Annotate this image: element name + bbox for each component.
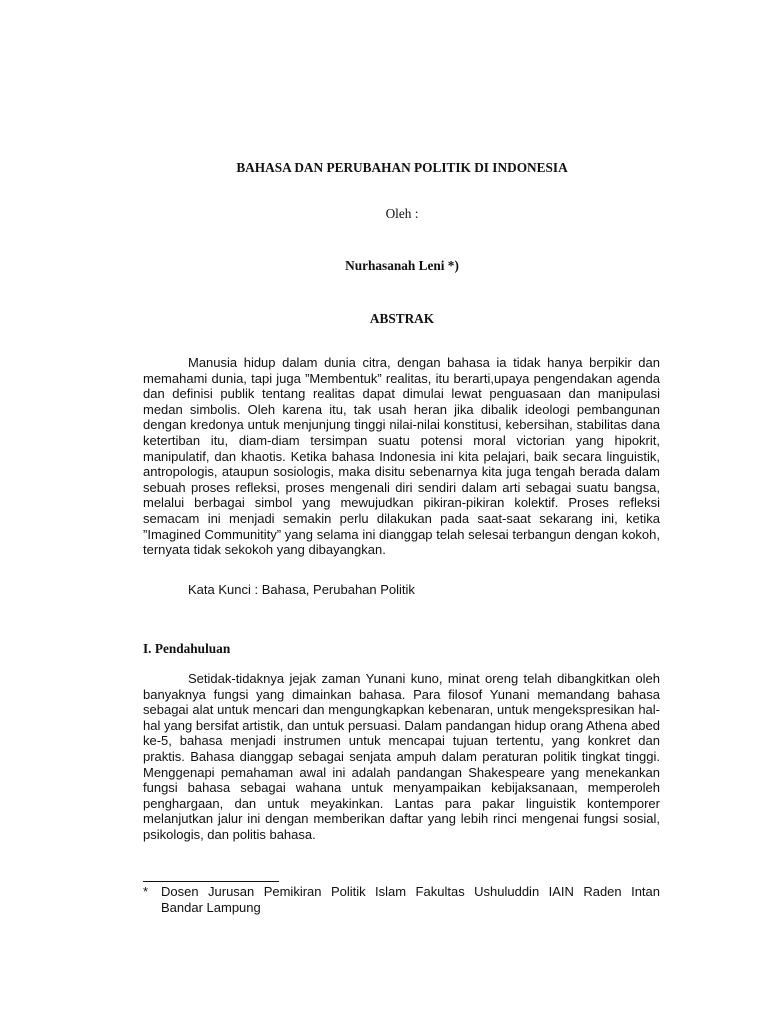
footnote — [143, 884, 660, 915]
footnote-divider — [143, 881, 279, 882]
keywords-line: Kata Kunci : Bahasa, Perubahan Politik — [188, 582, 415, 597]
by-label: Oleh : — [385, 206, 419, 221]
author-name: Nurhasanah Leni *) — [345, 258, 459, 273]
abstract-heading: ABSTRAK — [369, 311, 435, 326]
footnote-marker: * — [143, 884, 149, 899]
intro-paragraph: Setidak-tidaknya jejak zaman Yunani kuno, minat oreng telah dibangkitkan oleh banyaknya fungsi yang dimainkan bahasa. Para filosof Yunani memandang bahasa sebagai alat untuk mencari dan mengungkapkan kebenaran, untuk mengekspresikan hal-hal yang bersifat artistik, dan untuk persuasi. Dalam pandangan hidup orang Athena abed ke-5, bahasa menjadi instrumen untuk mencapai tujuan tertentu, yang konkret dan praktis. Bahasa dianggap sebagai senjata ampuh dalam peraturan politik tingkat tinggi. Menggenapi pemahaman awal ini adalah pandangan Shakespeare yang menekankan fungsi bahasa sebagai wahana untuk menyampaikan kebijaksanaan, memperoleh penghargaan, dan untuk meyakinkan. Lantas para pakar linguistik kontemporer melanjutkan jalur ini dengan memberikan daftar yang lebih rinci mengenai fungsi sosial, psikologis, dan politis bahasa. — [143, 671, 660, 842]
abstract-paragraph: Manusia hidup dalam dunia citra, dengan bahasa ia tidak hanya berpikir dan memahami dunia, tapi juga ”Membentuk” realitas, itu berarti,upaya pengendakan agenda dan definisi publik tentang realitas dapat dimulai lewat penguasaan dan manipulasi medan simbolis. Oleh karena itu, tak usah heran jika dibalik ideologi pembangunan dengan kredonya untuk menjunjung tinggi nilai-nilai konstitusi, kebersihan, stabilitas dana ketertiban itu, diam-diam tersimpan suatu potensi moral victorian yang hipokrit, manipulatif, dan khaotis. Ketika bahasa Indonesia ini kita pelajari, baik secara linguistik, antropologis, ataupun sosiologis, maka disitu sebenarnya kita juga tengah berada dalam sebuah proses refleksi, proses mengenali diri sendiri dalam arti sebagai suatu bangsa, melalui berbagai simbol yang mewujudkan pikiran-pikiran kolektif. Proses refleksi semacam ini menjadi semakin perlu dilakukan pada saat-saat sekarang ini, ketika ”Imagined Communitity” yang selama ini dianggap telah selesai terbangun dengan kokoh, ternyata tidak sekokoh yang dibayangkan. — [143, 355, 660, 558]
footnote-text-line2: Bandar Lampung — [161, 899, 261, 915]
footnote-text-line1: Dosen Jurusan Pemikiran Politik Islam Fakultas Ushuluddin IAIN Raden Intan — [161, 884, 660, 899]
document-title: BAHASA DAN PERUBAHAN POLITIK DI INDONESIA — [236, 160, 568, 175]
section-heading: I. Pendahuluan — [143, 641, 231, 656]
